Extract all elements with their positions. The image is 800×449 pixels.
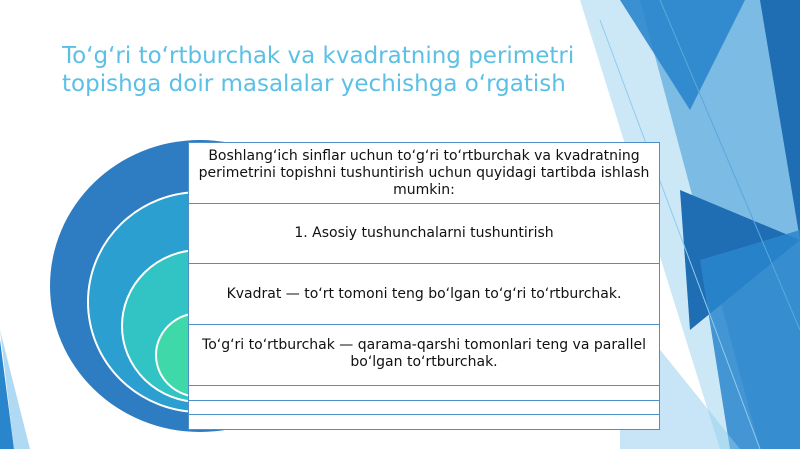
text-box-concepts-label: 1. Asosiy tushunchalarni tushuntirish — [294, 225, 554, 241]
text-box-rectangle-label: To‘g‘ri to‘rtburchak — qarama-qarshi tomonlari teng va parallel bo‘lgan to‘rtburchak. — [202, 337, 646, 370]
text-box-concepts — [188, 203, 660, 264]
text-box-square — [188, 263, 660, 325]
text-box-intro-label: Boshlang‘ich sinflar uchun to‘g‘ri to‘rtburchak va kvadratning perimetrini topishni tushuntirish uchun quyidagi tartibda ishlash mumkin: — [198, 147, 650, 198]
text-box-intro — [188, 142, 660, 204]
title-line-1: To‘g‘ri to‘rtburchak va kvadratning perimetri — [62, 43, 575, 69]
text-box-empty-1 — [188, 385, 660, 401]
text-box-empty-3 — [188, 414, 660, 430]
text-box-empty-2 — [188, 400, 660, 415]
text-box-rectangle — [188, 324, 660, 386]
text-box-square-label: Kvadrat — to‘rt tomoni teng bo‘lgan to‘g‘ri to‘rtburchak. — [226, 285, 622, 302]
slide-title — [62, 42, 622, 98]
title-line-2: topishga doir masalalar yechishga o‘rgatish — [62, 71, 566, 97]
